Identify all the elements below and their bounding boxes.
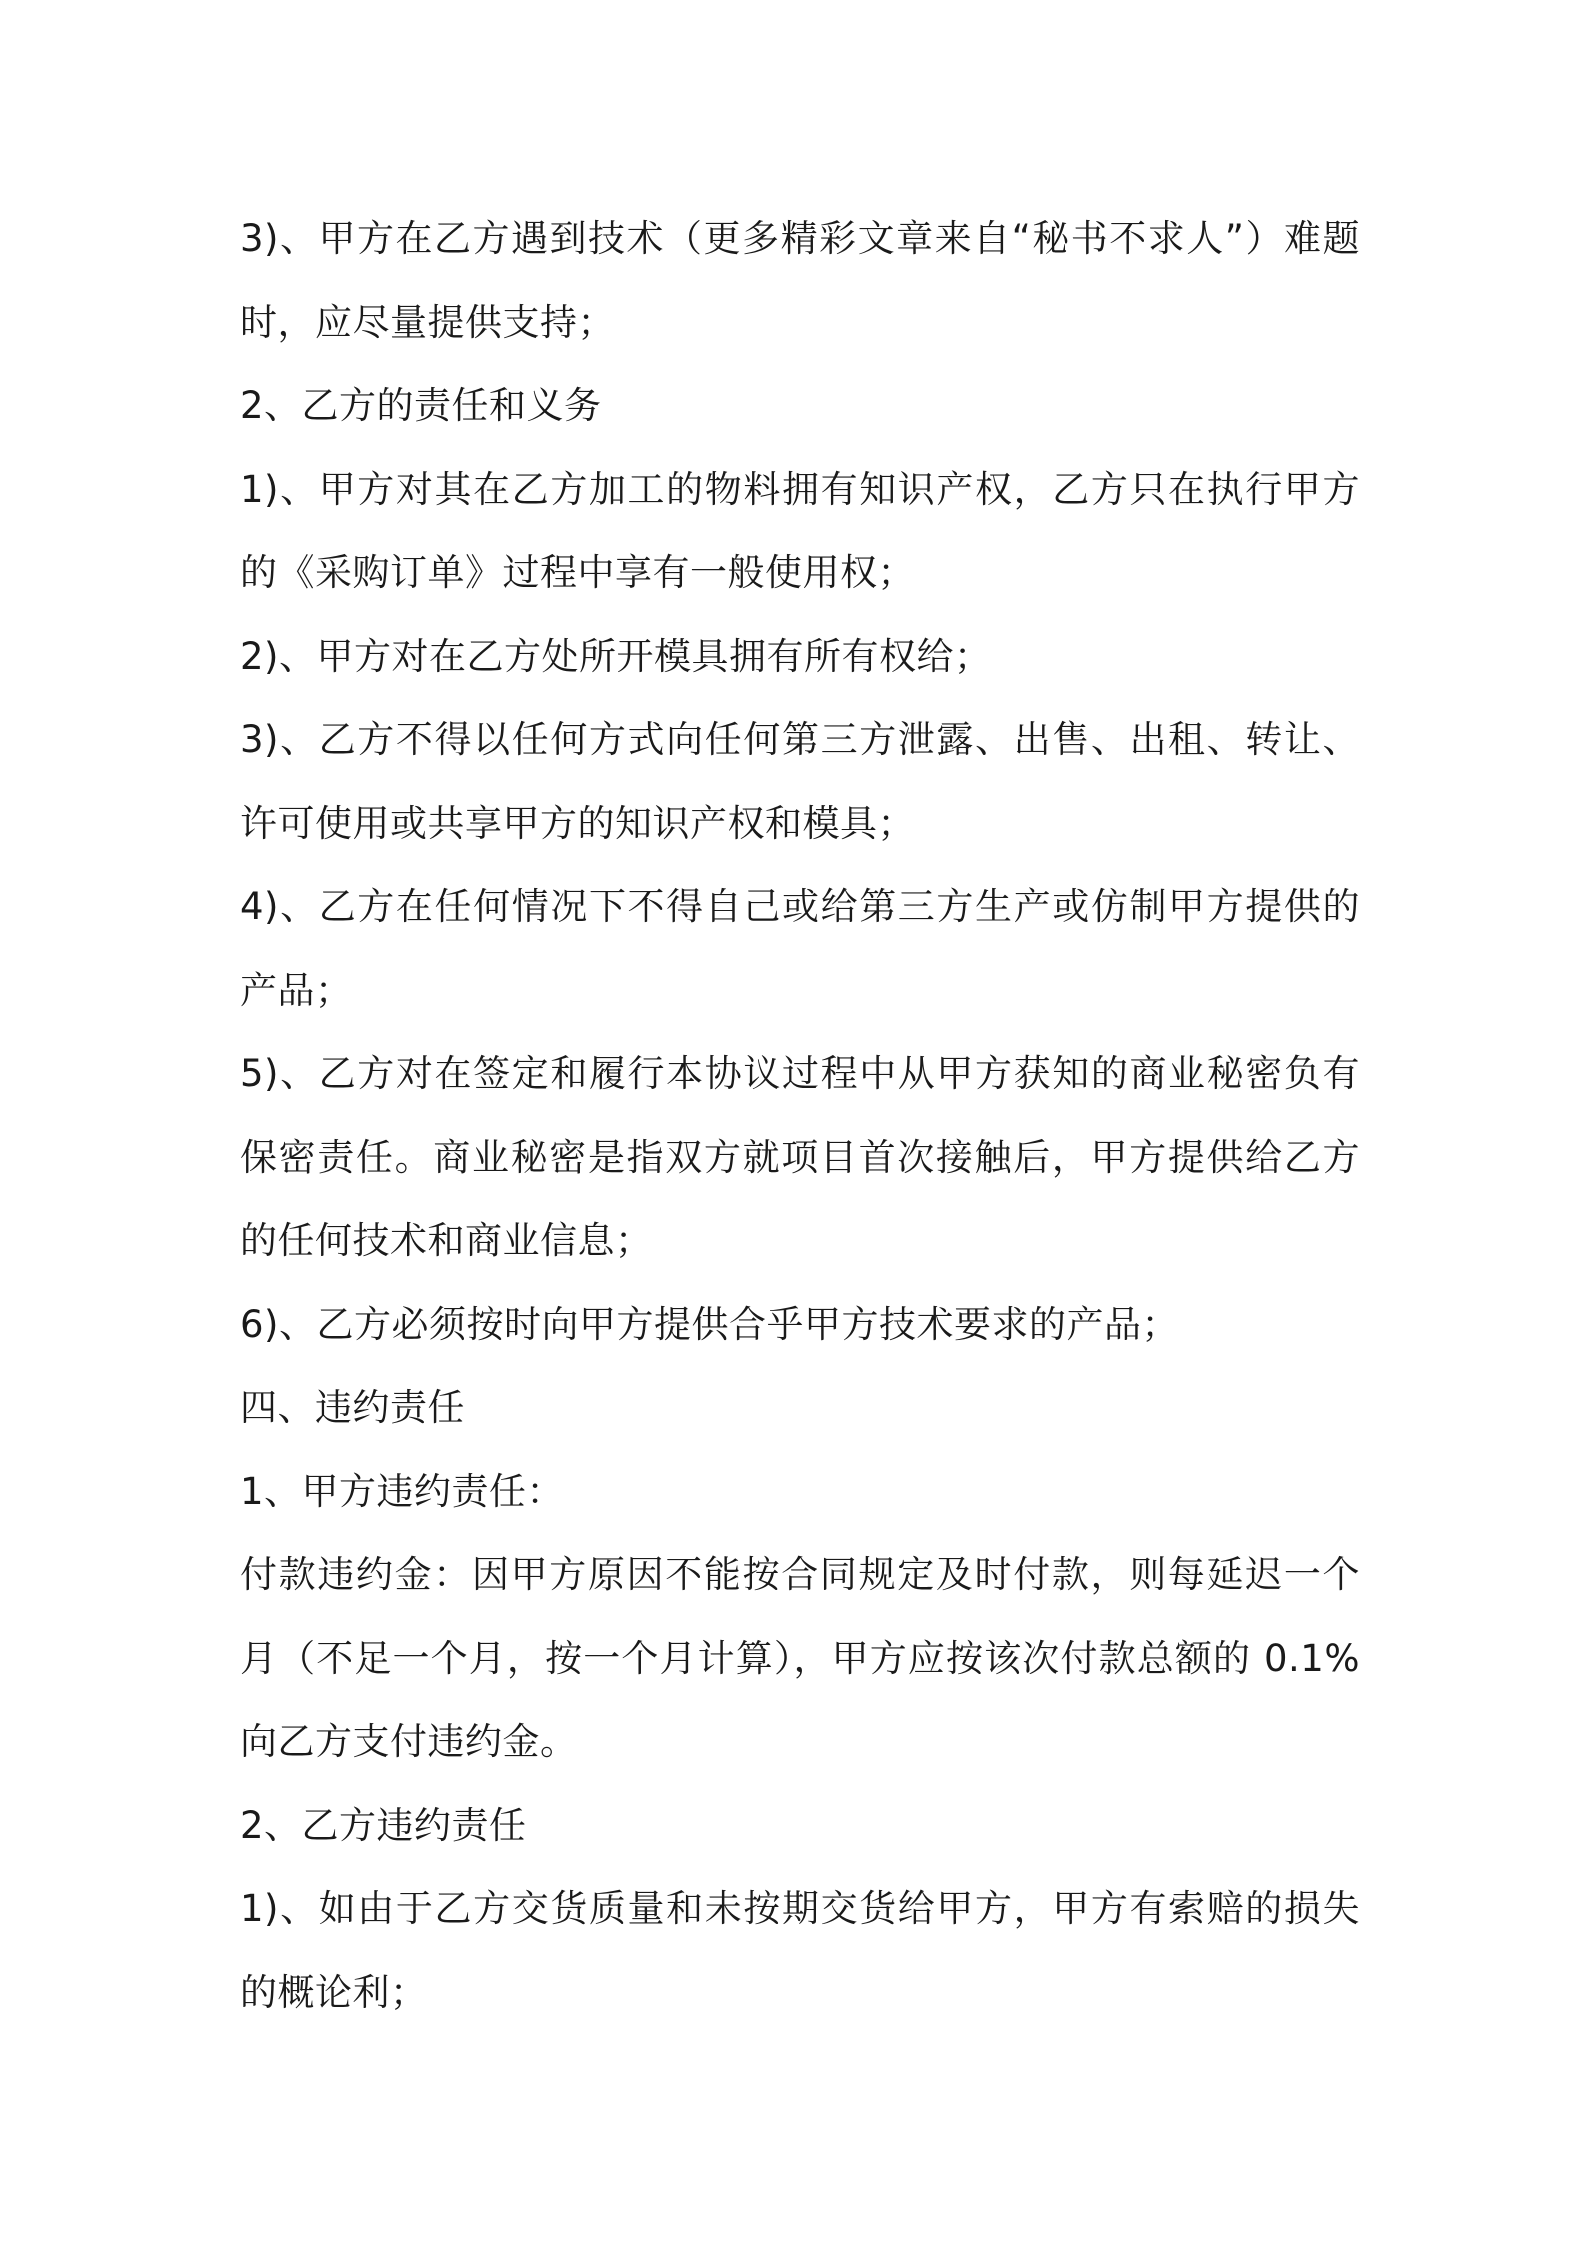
subheading-party-a-breach: 1、甲方违约责任： bbox=[240, 1469, 565, 1513]
document-body bbox=[240, 197, 1360, 2034]
paragraph-mold-ownership: 2)、甲方对在乙方处所开模具拥有所有权给； bbox=[240, 634, 992, 678]
paragraph-timely-delivery: 6)、乙方必须按时向甲方提供合乎甲方技术要求的产品； bbox=[240, 1302, 1179, 1346]
paragraph-support-obligation: 3)、甲方在乙方遇到技术（更多精彩文章来自“秘书不求人”）难题时，应尽量提供支持； bbox=[240, 217, 1360, 344]
section-heading-breach-liability: 四、违约责任 bbox=[240, 1386, 465, 1429]
paragraph-late-payment-penalty: 付款违约金：因甲方原因不能按合同规定及时付款，则每延迟一个月（不足一个月，按一个月计算），甲方应按该次付款总额的 0.1%向乙方支付违约金。 bbox=[240, 1553, 1360, 1763]
paragraph-ip-ownership: 1)、甲方对其在乙方加工的物料拥有知识产权，乙方只在执行甲方的《采购订单》过程中享有一般使用权； bbox=[240, 467, 1360, 594]
section-heading-party-b-duties: 2、乙方的责任和义务 bbox=[240, 384, 602, 427]
paragraph-no-imitation: 4)、乙方在任何情况下不得自己或给第三方生产或仿制甲方提供的产品； bbox=[240, 885, 1360, 1012]
paragraph-no-disclosure: 3)、乙方不得以任何方式向任何第三方泄露、出售、出租、转让、许可使用或共享甲方的知识产权和模具； bbox=[240, 718, 1360, 845]
paragraph-confidentiality: 5)、乙方对在签定和履行本协议过程中从甲方获知的商业秘密负有保密责任。商业秘密是指双方就项目首次接触后，甲方提供给乙方的任何技术和商业信息； bbox=[240, 1052, 1360, 1262]
paragraph-quality-claim: 1)、如由于乙方交货质量和未按期交货给甲方，甲方有索赔的损失的概论利； bbox=[240, 1887, 1360, 2014]
subheading-party-b-breach: 2、乙方违约责任 bbox=[240, 1803, 527, 1847]
